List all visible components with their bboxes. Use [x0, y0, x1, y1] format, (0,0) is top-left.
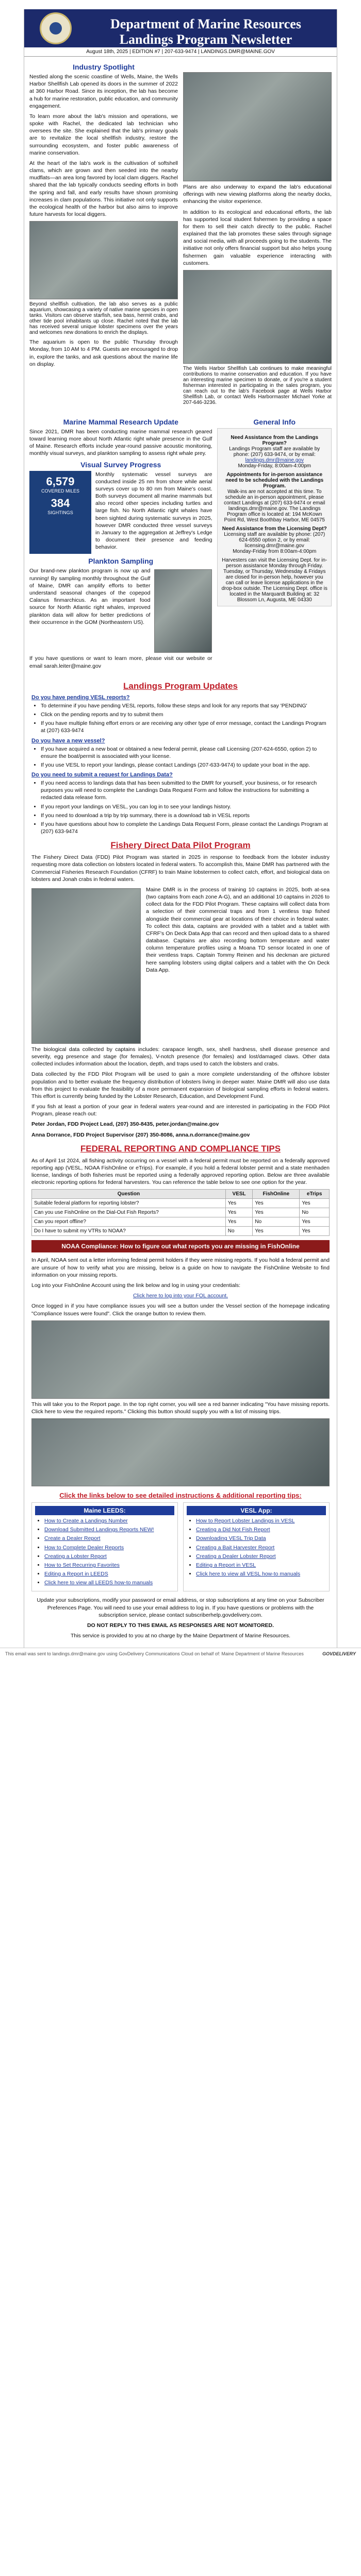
marine-p4: If you have questions or want to learn more, please visit our website or email sarah.leiter@maine.gov [29, 655, 212, 669]
plankton-photo [154, 569, 212, 653]
vesl-title: VESL App: [187, 1506, 326, 1515]
table-cell: Yes [253, 1227, 300, 1236]
leeds-link[interactable]: Creating a Lobster Report [44, 1553, 107, 1560]
table-header: eTrips [300, 1190, 330, 1199]
q3-list [31, 779, 330, 835]
table-cell: Yes [300, 1217, 330, 1227]
plankton-title: Plankton Sampling [88, 557, 154, 566]
fishonline-report-screenshot [31, 1418, 330, 1486]
header-banner [24, 9, 337, 47]
table-cell: Yes [300, 1199, 330, 1208]
fishonline-screenshot [31, 1320, 330, 1399]
vesl-link[interactable]: Creating a Did Not Fish Report [196, 1527, 270, 1533]
industry-p2: To learn more about the lab's mission and operations, we spoke with Rachel, the dedicated lab technician who oversees the site. She explained that the lab's primary goals are to revitalize the local shellfish industry, restore the surrounding ecosystem, and foster public awareness of marine conservation. [29, 113, 178, 156]
table-cell: Yes [253, 1199, 300, 1208]
marine-p1: Since 2021, DMR has been conducting marine mammal research geared toward learning more about North Atlantic right whale presence in the Gulf of Maine. Research efforts include year-round passive acoustic monitoring, monthly visual surveys, and plankton sampling to assess right whale prey. [29, 428, 212, 457]
federal-section [24, 1144, 337, 1486]
table-row [32, 1217, 330, 1227]
updates-section [24, 681, 337, 835]
leeds-link[interactable]: How to Complete Dealer Reports [44, 1544, 124, 1551]
marine-p3: Our brand-new plankton program is now up and running! By sampling monthly throughout the Gulf of Maine, DMR can amplify efforts to better understand seasonal changes of the copepod Calanus finmarchicus. As an important food source for North Atlantic right whales, improved plankton data will allow for better predictions of their occurrence in the GOM (Northeastern US). [29, 568, 151, 625]
general-p1: Landings Program staff are available by phone: (207) 633-9474, or by email: [229, 446, 320, 457]
leeds-link[interactable]: How to Set Recurring Favorites [44, 1562, 120, 1568]
survey-stats [29, 471, 91, 554]
q3-heading: Do you need to submit a request for Landings Data? [31, 772, 173, 778]
table-row [32, 1199, 330, 1208]
industry-caption2: The Wells Harbor Shellfish Lab continues to make meaningful contributions to marine conservation and education. If you have an interesting marine specimen to donate, or if you're a student fisherman interested in participating in the sales program, you can reach out to the lab's Facebook page at Wells Harbor Shellfish Lab, or contact Wells Harbormaster Michael Yorke at 207-646-3236. [183, 365, 332, 405]
general-hours2: Monday-Friday from 8:00am-4:00pm [233, 548, 317, 554]
table-cell: Yes [225, 1208, 253, 1217]
pilot-contact1: Peter Jordan, FDD Project Lead, (207) 350-8435, peter.jordan@maine.gov [31, 1121, 219, 1128]
lab-photo [29, 221, 178, 299]
industry-title: Industry Spotlight [73, 63, 135, 71]
footer-p3: This service is provided to you at no charge by the Maine Department of Marine Resources. [70, 1633, 291, 1639]
marine-title: Marine Mammal Research Update [63, 417, 178, 426]
federal-p2: In April, NOAA sent out a letter informing federal permit holders if they were missing reports. If you hold a federal permit and are unsure of how to verify what you are missing, below is a guide on how to navigate the FishOnline Website to find information on your missing reports. [31, 1257, 330, 1278]
federal-p4: Once logged in if you have compliance issues you will see a button under the Vessel section of the homepage indicating "Compliance Issues were found". Click the orange button to review them. [31, 1303, 330, 1317]
vesl-link[interactable]: Creating a Dealer Lobster Report [196, 1553, 276, 1560]
industry-p6: In addition to its ecological and educational efforts, the lab has supported local student fishermen by providing a space for them to sell their catch directly to the public. Rachel explained that the lab promotes these sales through signage and social media, with all proceeds going to the students. The initiative not only offers financial support but also helps young fishermen gain valuable experience interacting with customers. [183, 209, 332, 266]
resource-boxes [31, 1502, 330, 1591]
pilot-p3: The biological data collected by captains includes: carapace length, sex, shell hardness, shell disease presence and severity, egg presence and stage (for females), V-notch presence (for females) and lost/damaged claws. Other data collected includes information about the location, depth, and traps used to catch the lobsters and crabs. [31, 1046, 330, 1067]
table-cell: Suitable federal platform for reporting lobster? [32, 1199, 226, 1208]
federal-p3: Log into your FishOnline Account using the link below and log in using your credentials: [31, 1282, 241, 1289]
q2-heading: Do you have a new vessel? [31, 737, 105, 744]
state-seal-icon [40, 12, 72, 44]
q1-heading: Do you have pending VESL reports? [31, 694, 130, 701]
general-hours: Monday-Friday, 8:00am-4:00pm [238, 463, 311, 469]
industry-caption1: Beyond shellfish cultivation, the lab also serves as a public aquarium, showcasing a variety of native marine species in open tanks. Visitors can observe starfish, sea bass, hermit crabs, and other tide pool inhabitants up close. Rachel noted that the lab has received several unique lobster specimens over the years and welcomes new donations to enrich the displays. [29, 301, 178, 336]
pilot-p5: If you fish at least a portion of your gear in federal waters year-round and are interested in participating in the FDD Pilot Program, please reach out: [31, 1104, 330, 1117]
industry-section [24, 57, 337, 412]
shellfish-photo [183, 270, 332, 364]
stat-miles-label: COVERED MILES [41, 488, 80, 494]
table-cell: No [300, 1208, 330, 1217]
landings-email-link[interactable]: landings.dmr@maine.gov [245, 457, 304, 463]
resources-section [24, 1492, 337, 1591]
vesl-list [187, 1517, 326, 1578]
general-p4: Harvesters can visit the Licensing Dept. for in-person assistance Monday through Friday. Tuesday, or Thursday, Wednesday & Fridays are closed for in-person help, however you can call or leave license applications in the drop-box outside. The Licensing Dept. office is located in the Marquardt Building at: 32 Blossom Ln, Augusta, ME 04330 [221, 557, 327, 603]
pilot-photo [31, 888, 141, 1044]
table-cell: Yes [225, 1217, 253, 1227]
visual-survey-title: Visual Survey Progress [80, 460, 161, 469]
fol-login-link[interactable]: Click here to log into your FOL account. [133, 1293, 228, 1299]
q2-item: • If you have acquired a new boat or obtained a new federal permit, please call Licensing (207-624-6550, option 2) to ensure the boat/permit is associated with your license. [41, 745, 330, 760]
q3-item: • If you report your landings on VESL, you can log in to see your landings history. [41, 803, 330, 810]
table-cell: Yes [253, 1208, 300, 1217]
leeds-link[interactable]: How to Create a Landings Number [44, 1518, 128, 1524]
reporting-table [31, 1189, 330, 1236]
q1-item: • To determine if you have pending VESL reports, follow these steps and look for any reports that say 'PENDING' [41, 702, 330, 709]
industry-p4: The aquarium is open to the public Thursday through Monday, from 10 AM to 4 PM. Guests are encouraged to drop in, explore the tanks, and ask questions about the marine life on display. [29, 339, 178, 367]
federal-p5: This will take you to the Report page. In the top right corner, you will see a red banner indicating "You have missing reports. Click here to view the required reports." Clicking this button should supply you with a list of missing trips. [31, 1401, 330, 1415]
vesl-link[interactable]: How to Report Lobster Landings in VESL [196, 1518, 295, 1524]
pilot-p1: The Fishery Direct Data (FDD) Pilot Program was started in 2025 in response to feedback from the lobster industry requesting more data collection on lobsters located in federal waters. To accomplish this, Maine DMR has partnered with the Commercial Fisheries Research Foundation (CFRF) to train Maine lobstermen to collect catch, effort, and biological data on lobsters and Jonah crabs in federal waters. [31, 854, 330, 883]
footer-p2: DO NOT REPLY TO THIS EMAIL AS RESPONSES ARE NOT MONITORED. [87, 1622, 274, 1629]
table-cell: Do I have to submit my VTRs to NOAA? [32, 1227, 226, 1236]
marine-general-section [24, 412, 337, 676]
federal-p1: As of April 1st 2024, all fishing activity occurring on a vessel with a federal permit must be reported on a federally approved reporting app (VESL, NOAA FishOnline or eTrips). For example, if you hold a federal lobster permit and a state menhaden license, landings of both fisheries must be reported using a federally approved reporting option. Below are three available electronic reporting options for federal harvesters. You can reference the table below to see one option for the year. [31, 1157, 330, 1186]
leeds-link[interactable]: Click here to view all LEEDS how-to manuals [44, 1580, 153, 1586]
vesl-link[interactable]: Downloading VESL Trip Data [196, 1535, 266, 1542]
edition-info: August 18th, 2025 | EDITION #7 | 207-633-9474 | LANDINGS.DMR@MAINE.GOV [24, 47, 337, 57]
header-title: Department of Marine Resources [110, 16, 301, 31]
q3-item: • If you need to download a trip by trip summary, there is a download tab in VESL reports [41, 812, 330, 819]
header-subtitle: Landings Program Newsletter [119, 32, 292, 47]
q2-list [31, 745, 330, 769]
table-cell: No [225, 1227, 253, 1236]
footer [24, 1591, 337, 1648]
stat-sightings-label: SIGHTINGS [47, 510, 73, 515]
pilot-title: Fishery Direct Data Pilot Program [110, 840, 251, 851]
table-header: VESL [225, 1190, 253, 1199]
table-cell: Can you use FishOnline on the Dial-Out Fish Reports? [32, 1208, 226, 1217]
govdelivery-logo: GOVDELIVERY [322, 1651, 356, 1657]
q3-item: • If you need access to landings data that has been submitted to the DMR for yourself, your business, or for research purposes you will need to complete the Landings Data Request Form and follow the instructions for submitting a redacted data release form. [41, 779, 330, 802]
table-cell: No [253, 1217, 300, 1227]
footer-p1: Update your subscriptions, modify your password or email address, or stop subscriptions at any time on your Subscriber Preferences Page. You will need to use your email address to log in. If you have questions or problems with the subscription service, please contact subscriberhelp.govdelivery.com. [37, 1597, 324, 1618]
table-cell: Yes [300, 1227, 330, 1236]
maine-leeds-title: Maine LEEDS: [35, 1506, 174, 1515]
resources-title: Click the links below to see detailed instructions & additional reporting tips: [59, 1492, 302, 1500]
leeds-link[interactable]: Editing a Report in LEEDS [44, 1571, 108, 1578]
stat-sightings: 384 [51, 496, 70, 510]
table-header: Question [32, 1190, 226, 1199]
table-row [32, 1227, 330, 1236]
q1-item: • Click on the pending reports and try to submit them [41, 711, 330, 718]
marine-p2: Monthly systematic vessel surveys are conducted inside 25 nm from shore while aerial surveys cover up to 80 nm from Maine's coast. Both surveys document all marine mammals but also record other species including turtles and large fish. No North Atlantic right whales have been sighted during systematic surveys in 2025, however DMR conducted three vessel surveys in January to the aggregation at Jeffrey's Ledge to document their presence and feeding behavior. [95, 471, 212, 551]
vesl-link[interactable]: Click here to view all VESL how-to manuals [196, 1571, 301, 1578]
vesl-link[interactable]: Creating a Bait Harvester Report [196, 1544, 275, 1551]
leeds-link[interactable]: Download Submitted Landings Reports NEW! [44, 1527, 154, 1533]
govdelivery-notice: This email was sent to landings.dmr@maine.gov using GovDelivery Communications Cloud on behalf of: Maine Department of Marine Resources [5, 1651, 304, 1657]
updates-title: Landings Program Updates [123, 681, 238, 691]
general-h2: Appointments for in-person assistance need to be scheduled with the Landings Program. [225, 471, 324, 489]
leeds-link[interactable]: Create a Dealer Report [44, 1535, 101, 1542]
stat-miles: 6,579 [46, 474, 75, 488]
aquarium-photo [183, 72, 332, 181]
table-header: FishOnline [253, 1190, 300, 1199]
pilot-contact2: Anna Dorrance, FDD Project Supervisor (207) 350-8086, anna.n.dorrance@maine.gov [31, 1131, 250, 1138]
govdelivery-strip [0, 1648, 361, 1665]
table-cell: Can you report offline? [32, 1217, 226, 1227]
pilot-p2: Maine DMR is in the process of training 10 captains in 2025, both at-sea (two captains from each zone A-G), and an additional 10 captains in 2026 to collect data for the FDD Pilot Program. These captains will collect data from a selection of their commercial traps and from 1 ventless trap fished alongside their commercial gear at locations of their choice in federal water. To collect this data, captains are provided with a tablet and a tablet with CFRF's On Deck Data App that can record and then upload data to a shared database. Captains are also recording bottom temperature and water column temperature profiles using a Moana TD sensor located in one of their ventless traps. Captain Tommy Reinen and his deckman are pictured here sampling lobsters using digital calipers and a tablet with the On Deck Data App. [146, 886, 330, 973]
newsletter [24, 9, 337, 1648]
general-info-box [217, 428, 332, 606]
q3-item: • If you have questions about how to complete the Landings Data Request Form, please contact the Landings Program at (207) 633-9474 [41, 821, 330, 835]
general-p3: Licensing staff are available by phone: (207) 624-6550 option 2, or by email: licensing.dmr@maine.gov [224, 531, 325, 549]
maine-leeds-box [31, 1502, 178, 1591]
industry-p1: Nestled along the scenic coastline of Wells, Maine, the Wells Harbor Shellfish Lab opened its doors in the summer of 2022 at 360 Harbor Road. Since its inception, the lab has become a hub for marine restoration, public education, and community engagement. [29, 74, 178, 109]
vesl-box [183, 1502, 330, 1591]
industry-p5: Plans are also underway to expand the lab's educational offerings with new viewing platforms along the nearby docks, enhancing the visitor experience. [183, 184, 332, 205]
q1-list [31, 702, 330, 735]
general-h3: Need Assistance from the Licensing Dept? [222, 526, 327, 532]
pilot-section [24, 840, 337, 1139]
vesl-link[interactable]: Editing a Report in VESL [196, 1562, 256, 1568]
q2-item: • If you use VESL to report your landings, please contact Landings (207-633-9474) to update your boat in the app. [41, 761, 330, 769]
q1-item: • If you have multiple fishing effort errors or are receiving any other type of error message, contact the Landings Program at (207) 633-9474 [41, 720, 330, 734]
noaa-compliance-banner: NOAA Compliance: How to figure out what reports you are missing in FishOnline [31, 1240, 330, 1252]
general-p2: Walk-ins are not accepted at this time. To schedule an in-person appointment, please contact Landings at (207) 633-9474 or email landings.dmr@maine.gov. The Landings Program office is located at: 194 McKown Point Rd, West Boothbay Harbor, ME 04575 [224, 488, 325, 523]
table-row [32, 1208, 330, 1217]
top-spacer [0, 0, 361, 9]
maine-leeds-list [35, 1517, 174, 1586]
industry-p3: At the heart of the lab's work is the cultivation of softshell clams, which are grown and then seeded into the nearby mudflats—an area long favored by local clam diggers. Rachel shared that the lab typically conducts seeding efforts in both the spring and fall, and early results have shown promising increases in clam populations. This initiative not only supports the ecological health of the harbor but also aims to improve future harvests for local diggers. [29, 160, 178, 218]
general-h1: Need Assistance from the Landings Program? [231, 434, 319, 446]
general-title: General Info [253, 417, 296, 426]
federal-title: FEDERAL REPORTING AND COMPLIANCE TIPS [80, 1143, 281, 1154]
pilot-p4: Data collected by the FDD Pilot Program will be used to gain a more complete understanding of the offshore lobster population and to better evaluate the frequency distribution of lobsters living in deeper water. Maine DMR will also use data from this project to evaluate the feasibility of a more permanent expansion of biological sampling efforts in federal waters. This effort is currently being funded by the Lobster Research, Education, and Development Fund. [31, 1071, 330, 1099]
table-cell: Yes [225, 1199, 253, 1208]
